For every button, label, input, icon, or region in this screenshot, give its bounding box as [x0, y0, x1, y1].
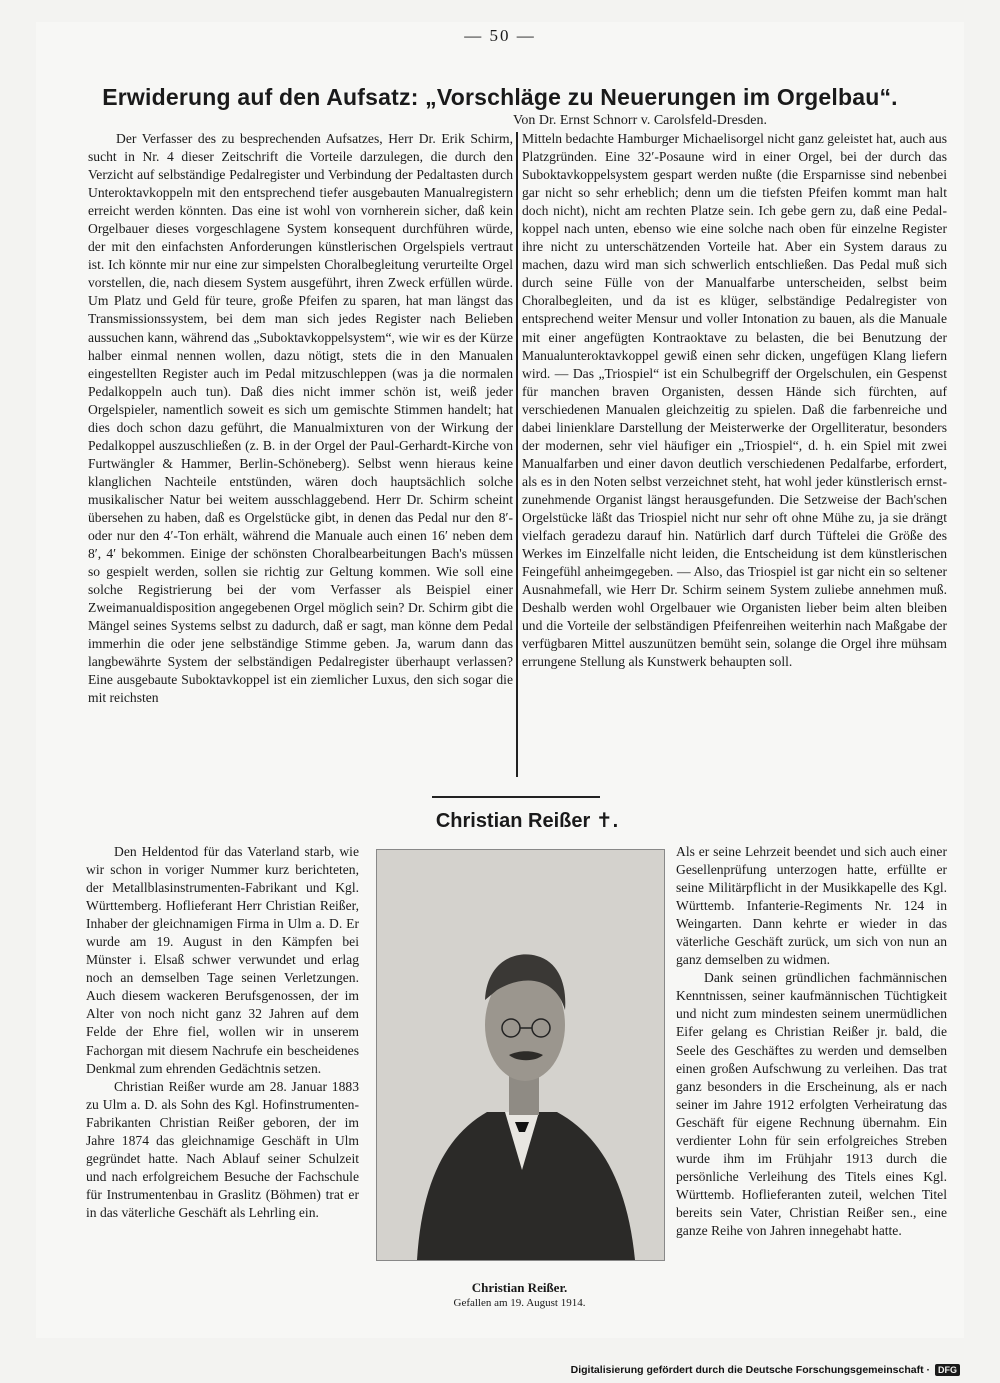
obituary-paragraph: Den Heldentod für das Vaterland starb, wie wir schon in voriger Nummer kurz berichteten, der Metallblasinstrumenten-Fabrikant und Kgl. Württemberg. Hoflieferant Herr Christian Reißer, Inhaber der gleichnamigen Firma in Ulm a. D. Er wurde am 19. August in den Kämpfen bei Münster i. Elsaß schwer verwundet und erlag noch an demselben Tage seinen Verletzungen. Auch diesem wackeren Berufsgenossen, der im Alter von noch nicht ganz 32 Jahren auf dem Felde der Ehre fiel, wollen wir in unserem Fachorgan mit diesem Nachrufe ein bescheidenes Denkmal zum ehrenden Gedächtnis setzen. — [86, 844, 359, 1076]
article-paragraph: Mitteln bedachte Hamburger Michaelisorgel nicht ganz geleistet hat, auch aus Platzgründen. Eine 32′-Posaune wird in einer Orgel, bei der durch das Suboktavkoppelsystem gespart werden nußte (die Ersparnisse sind nebenbei gar nicht so sehr erheblich; denn um die tiefsten Pfeifen kommt man halt doch nicht), nicht am rechten Platze sein. Ich gebe gern zu, daß eine Pedalkoppel nach unten, ebenso wie eine solche nach oben für einzelne Register ihre nicht zu unterschätzenden Vorteile hat. Aber ein System daraus zu machen, dazu wird man sich schwerlich entschließen. Das Pedal muß sich durch seine Fülle von der Manualfarbe unterscheiden, selbst beim Choralbegleiten, und da ist es klüger, selbständige Pedalregister von entsprechend weiter Mensur und voller Intonation zu bauen, als die Manuale mit einer angefügten Kontraoktave zu belasten, die bei Benutzung der Manualunteroktavkoppel gewiß einen sehr dicken, ungefügen Klang liefern wird. — Das „Triospiel“ ist ein Schulbegriff der Orgelschulen, ein Gespenst für manchen braven Organisten, dessen Hände sich fürchten, auf verschiedenen Manualen gleichzeitig zu spielen. Daß die farbenreiche und dabei linienklare Darstellung der Meisterwerke der Orgelliteratur, besonders der modernen, sehr viel häufiger ein „Triospiel“, d. h. ein Spiel mit zwei Manualfarben und einer davon deutlich verschiedenen Pedalfarbe, erfordert, als es in den Noten selbst verzeichnet steht, hat wohl jeder künstlerisch ernstzunehmende Organist längst herausgefunden. Die Setzweise der Bach'schen Orgelstücke läßt das Triospiel nicht nur sehr oft ohne Mühe zu, ja sie drängt vielfach geradezu darauf hin. Natürlich darf durch Tüftelei die Größe des Werkes im Einzelfalle nicht leiden, die Entscheidung ist dem künstlerischen Feingefühl anheimgegeben. — Also, das Triospiel ist gar nicht ein so seltener Ausnahmefall, wie Herr Dr. Schirm seinem System zuliebe annehmen muß. Deshalb werden wohl Orgelbauer wie Organisten lieber beim alten bleiben und die Vorteile der selbständigen Pfeifenreihen weiterhin nach Maßgabe der verfügbaren Mittel auszunützen bemüht sein, solange die Orgel ihre mühsam errungene Stellung als Kunstwerk behaupten soll. — [522, 131, 947, 670]
obituary-column-right — [676, 843, 947, 1303]
obituary-column-left — [86, 843, 359, 1303]
column-divider — [516, 132, 518, 777]
photo-caption-name: Christian Reißer. — [471, 1280, 568, 1295]
obituary-paragraph: Christian Reißer wurde am 28. Januar 1883 zu Ulm a. D. als Sohn des Kgl. Hofinstrumenten-Fabrikanten Christian Reißer geboren, der im Jahre 1874 das gleichnamige Geschäft in Ulm gegründet hatte. Nach Ablauf seiner Schulzeit und nach erfolgreichem Besuche der Fachschule für Instrumentenbau in Graslitz (Böhmen) trat er in das väterliche Geschäft als Lehrling ein. — [86, 1078, 359, 1220]
article-column-left — [88, 130, 513, 766]
obituary-paragraph: Dank seinen gründlichen fachmännischen Kenntnissen, seiner kaufmännischen Tüchtigkeit und nicht zum mindesten seinem unermüdlichen Eifer gelang es Christian Reißer jr. bald, die Seele des Geschäftes zu werden und demselben einen großen Aufschwung zu verleihen. Das trat ganz besonders in die Erscheinung, als er nach seiner im Jahre 1912 erfolgten Verheiratung das Geschäft für eigene Rechnung übernahm. Ein verdienter Lohn für sein erfolgreiches Streben wurde ihm im Frühjahr 1913 durch die persönliche Verleihung des Titels eines Kgl. Württemb. Hoflieferanten zuteil, welchen Titel bereits sein Vater, Christian Reißer sen., eine ganze Reihe von Jahren innegehabt hatte. — [676, 970, 947, 1238]
section-divider — [432, 796, 600, 798]
portrait-illustration — [377, 850, 664, 1260]
article-title: Erwiderung auf den Aufsatz: „Vorschläge zu Neuerungen im Orgelbau“. — [102, 84, 898, 110]
article-byline: Von Dr. Ernst Schnorr v. Carolsfeld-Dresden. — [513, 113, 767, 128]
portrait-photo — [376, 849, 665, 1261]
dfg-logo: DFG — [935, 1364, 960, 1376]
obituary-title: Christian Reißer ✝. — [435, 810, 619, 832]
photo-caption-date: Gefallen am 19. August 1914. — [453, 1297, 586, 1309]
obituary-paragraph: Als er seine Lehrzeit beendet und sich auch einer Gesellenprüfung unterzogen hatte, erfüllte er seine Militärpflicht in der Musikkapelle des Kgl. Württemb. Infanterie-Regiments Nr. 124 in Weingarten. Dann kehrte er wieder in das väterliche Geschäft zurück, um sich von nun an ganz demselben zu widmen. — [676, 844, 947, 968]
footer-text: Digitalisierung gefördert durch die Deutsche Forschungsgemeinschaft · — [570, 1364, 930, 1376]
footer-credit — [571, 1364, 960, 1376]
article-column-right — [522, 130, 947, 766]
page-number: — 50 — — [464, 26, 536, 45]
article-paragraph: Der Verfasser des zu besprechenden Aufsatzes, Herr Dr. Erik Schirm, sucht in Nr. 4 dieser Zeitschrift die Vorteile darzulegen, die durch den Verzicht auf selbständige Pedalregister und Verbindung der Pedaltasten durch Unteroktavkoppeln mit den entsprechend tiefer ausgebauten Manualregistern erreicht werden könnten. Das eine ist wohl von vornherein sicher, daß kein Orgelbauer dieses vorgeschlagene System konsequent durchführen würde, der mit den einfachsten Anforderungen künstlerischen Orgelspiels vertraut ist. Ich könnte mir nur eine zur simpelsten Choralbegleitung verurteilte Orgel vorstellen, die, nach diesem System ausgeführt, ihren Zweck erfüllen würde. Um Platz und Geld für teure, große Pfeifen zu sparen, hat man längst das Transmissionssystem, bei dem man sich jedes Register nach Belieben aussuchen kann, während das „Suboktavkoppelsystem“, wie wir es der Kürze halber einmal nennen wollen, dazu nötigt, stets die in den Manualen eingestellten Register auch im Pedal mitzuschleppen (was ja die normalen Pedalkoppeln auch tun). Daß dies nicht immer schön ist, weiß jeder Orgelspieler, namentlich soweit es sich um gemischte Stimmen handelt; hat dies doch schon dazu geführt, die Manualmixturen von der Wirkung der Pedalkoppel auszuschließen (z. B. in der Orgel der Paul-Gerhardt-Kirche von Furtwängler & Hammer, Berlin-Schöneberg). Selbst wenn hieraus keine klanglichen Nachteile entstünden, wären doch hauptsächlich solche musikalischer Natur bei weitem ausschlaggebend. Herr Dr. Schirm scheint übersehen zu haben, daß es Orgelstücke gibt, in denen das Pedal nur den 8′- oder nur den 4′-Ton erhält, während die Manuale auch einen 16′ neben dem 8′, 4′ bekommen. Einige der schönsten Choralbearbeitungen Bach's müssen so gespielt werden, sollen sie richtig zur Geltung kommen. Wie soll eine solche Registrierung bei der vom Verfasser als Beispiel einer Zweimanualdisposition angegebenen Orgel möglich sein? Dr. Schirm gibt die Mängel seines Systems selbst zu dadurch, daß er sagt, man könne dem Pedal immerhin die oder jene selbständige Stimme geben. Ja, warum dann das langbewährte System der selbständigen Pedalregister überhaupt verlassen? Eine ausgebaute Suboktavkoppel ist ein ziemlicher Luxus, den sich sogar die mit reichsten — [88, 131, 513, 706]
